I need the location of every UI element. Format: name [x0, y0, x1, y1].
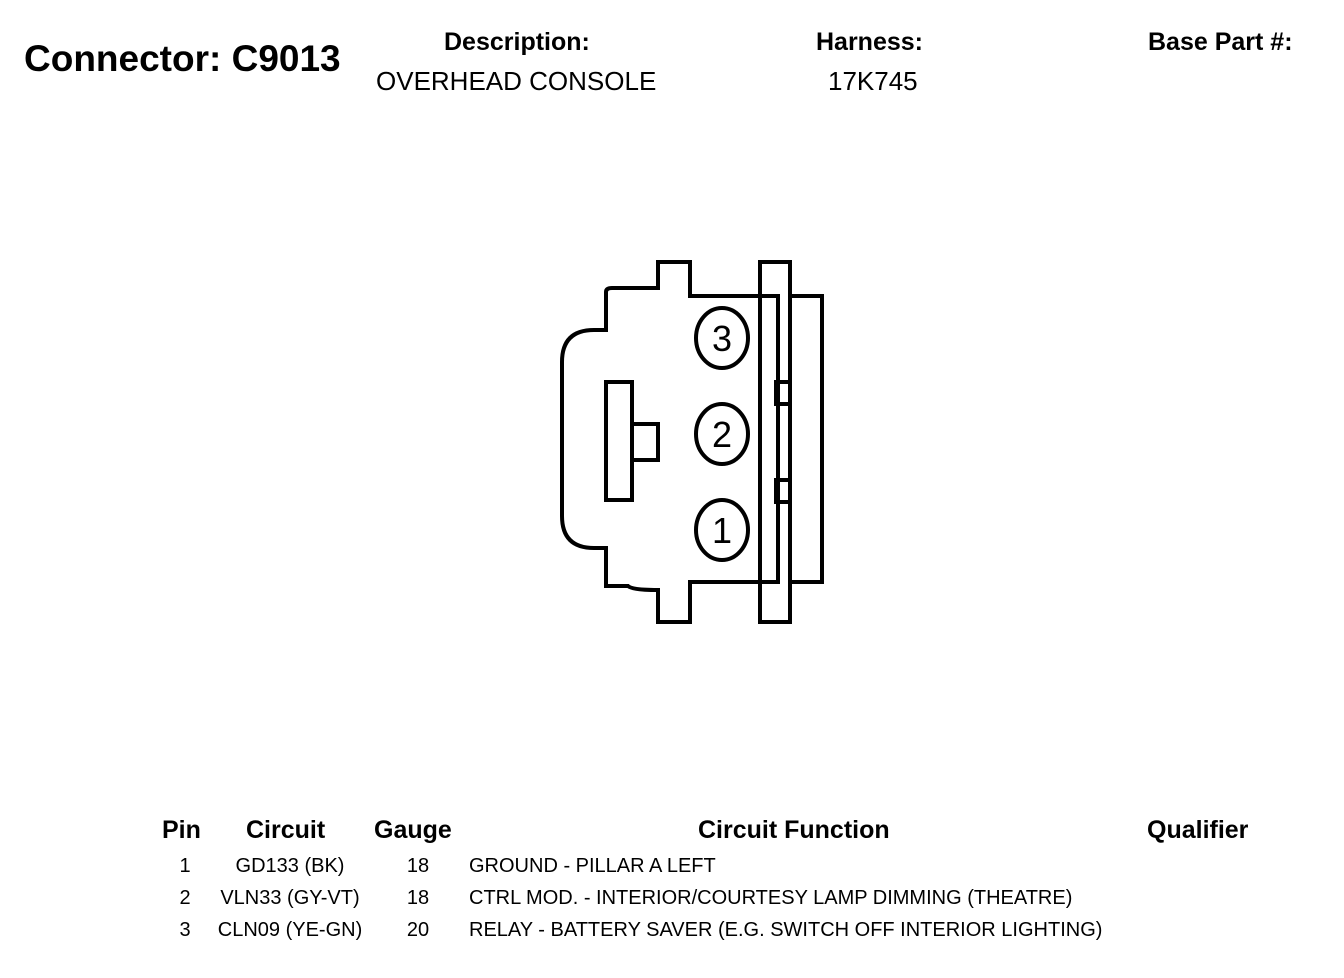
pin-number-3: 3 — [711, 318, 733, 359]
connector-title: Connector: C9013 — [24, 38, 341, 79]
connector-latch-stub — [632, 424, 658, 460]
table-row — [0, 887, 1344, 917]
harness-label: Harness: — [816, 28, 923, 56]
connector-side-plate — [790, 296, 822, 582]
cell-pin: 2 — [179, 887, 191, 909]
pin-number-1: 1 — [711, 510, 733, 551]
connector-side-rail — [760, 262, 790, 622]
column-header-qualifier: Qualifier — [1147, 816, 1249, 844]
cell-circuit-function: RELAY - BATTERY SAVER (E.G. SWITCH OFF INTERIOR LIGHTING) — [469, 919, 1103, 941]
base-part-label: Base Part #: — [1148, 28, 1293, 56]
column-header-circuit-function: Circuit Function — [698, 816, 890, 844]
cell-pin: 1 — [179, 855, 191, 877]
description-label: Description: — [444, 28, 590, 56]
cell-circuit-function: GROUND - PILLAR A LEFT — [469, 855, 716, 877]
cell-gauge: 18 — [406, 887, 430, 909]
harness-value: 17K745 — [828, 66, 918, 96]
description-value: OVERHEAD CONSOLE — [376, 66, 657, 96]
cell-circuit: GD133 (BK) — [235, 855, 345, 877]
cell-circuit-function: CTRL MOD. - INTERIOR/COURTESY LAMP DIMMING (THEATRE) — [469, 887, 1073, 909]
table-row — [0, 919, 1344, 949]
column-header-circuit: Circuit — [246, 816, 326, 844]
cell-gauge: 20 — [406, 919, 430, 941]
table-row — [0, 855, 1344, 885]
connector-latch-bar — [606, 382, 632, 500]
cell-gauge: 18 — [406, 855, 430, 877]
column-header-gauge: Gauge — [374, 816, 452, 844]
pin-number-2: 2 — [711, 414, 733, 455]
column-header-pin: Pin — [162, 816, 201, 844]
cell-pin: 3 — [179, 919, 191, 941]
cell-circuit: CLN09 (YE-GN) — [217, 919, 363, 941]
cell-circuit: VLN33 (GY-VT) — [220, 887, 360, 909]
